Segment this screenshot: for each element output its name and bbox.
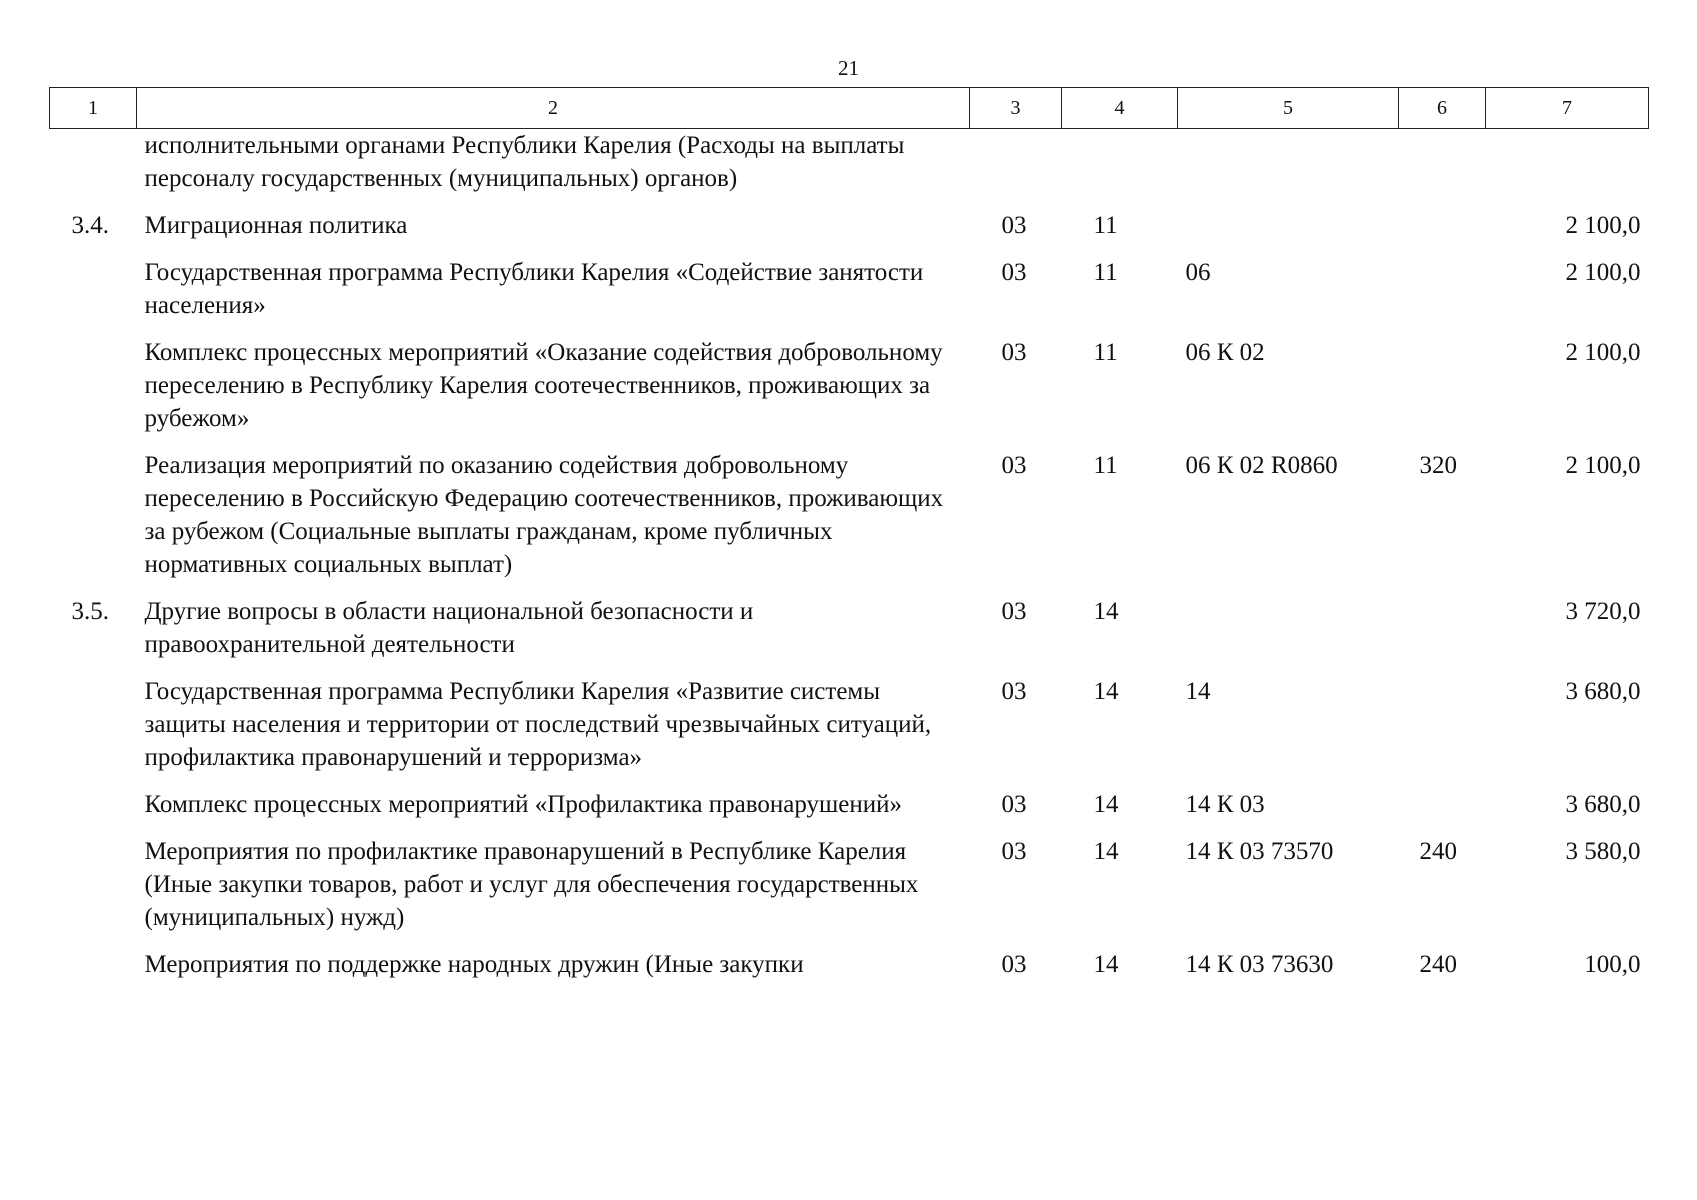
row-description: Реализация мероприятий по оказанию содействия добровольному переселению в Российскую Федерацию соотечественников, проживающих за рубежом (Социальные выплаты гражданам, кроме публичных нормативных социальных выплат)	[144, 452, 944, 578]
row-target-article: 06	[1185, 259, 1211, 286]
row-number	[50, 948, 137, 995]
row-description: Комплекс процессных мероприятий «Оказание содействия добровольному переселению в Республику Карелия соотечественников, проживающих за рубежом»	[144, 339, 943, 432]
column-number-header	[50, 88, 1649, 129]
row-expense-type	[1399, 336, 1486, 449]
row-subsection-code: 14	[1093, 791, 1119, 818]
table-row	[50, 788, 1649, 835]
row-number	[50, 129, 137, 210]
row-subsection-code: 14	[1093, 951, 1119, 978]
table-body	[50, 129, 1649, 996]
row-expense-type	[1399, 256, 1486, 336]
row-target-article: 14 К 03 73630	[1185, 951, 1334, 978]
row-description: Комплекс процессных мероприятий «Профилактика правонарушений»	[144, 791, 902, 818]
row-amount: 2 100,0	[1565, 452, 1641, 479]
row-expense-type	[1399, 129, 1486, 210]
row-section-code: 03	[1001, 259, 1027, 286]
row-section-code: 03	[1001, 452, 1027, 479]
column-header: 2	[137, 88, 970, 129]
row-expense-type	[1399, 788, 1486, 835]
column-header: 7	[1486, 88, 1649, 129]
row-expense-type: 240	[1419, 951, 1457, 978]
row-section-code	[970, 129, 1062, 210]
row-number	[50, 336, 137, 449]
row-target-article: 14 К 03 73570	[1185, 838, 1334, 865]
row-number	[50, 449, 137, 595]
row-section-code: 03	[1001, 838, 1027, 865]
row-description: Миграционная политика	[144, 212, 408, 239]
row-target-article	[1178, 595, 1399, 675]
row-description: исполнительными органами Республики Карелия (Расходы на выплаты персоналу государственных (муниципальных) органов)	[144, 132, 905, 192]
table-row	[50, 129, 1649, 210]
row-target-article	[1178, 129, 1399, 210]
row-target-article	[1178, 209, 1399, 256]
row-number	[50, 675, 137, 788]
row-amount: 3 580,0	[1565, 838, 1641, 865]
row-number	[50, 256, 137, 336]
row-amount: 3 680,0	[1565, 678, 1641, 705]
row-target-article: 06 К 02	[1185, 339, 1265, 366]
column-header: 6	[1399, 88, 1486, 129]
row-expense-type: 240	[1419, 838, 1457, 865]
table-row	[50, 835, 1649, 948]
row-expense-type: 320	[1419, 452, 1457, 479]
row-expense-type	[1399, 675, 1486, 788]
table-row	[50, 256, 1649, 336]
row-target-article: 14	[1185, 678, 1211, 705]
table-row	[50, 449, 1649, 595]
row-number	[50, 835, 137, 948]
row-expense-type	[1399, 209, 1486, 256]
column-header: 5	[1178, 88, 1399, 129]
row-subsection-code: 14	[1093, 598, 1119, 625]
row-expense-type	[1399, 595, 1486, 675]
row-subsection-code: 11	[1093, 212, 1118, 239]
row-number: 3.5.	[71, 598, 109, 625]
row-subsection-code: 11	[1093, 452, 1118, 479]
row-section-code: 03	[1001, 339, 1027, 366]
row-amount: 2 100,0	[1565, 339, 1641, 366]
page-number: 21	[838, 56, 859, 80]
row-amount: 2 100,0	[1565, 259, 1641, 286]
row-section-code: 03	[1001, 212, 1027, 239]
row-number	[50, 788, 137, 835]
row-amount: 3 680,0	[1565, 791, 1641, 818]
row-description: Мероприятия по поддержке народных дружин (Иные закупки	[144, 951, 804, 978]
row-subsection-code: 14	[1093, 838, 1119, 865]
table-row	[50, 336, 1649, 449]
row-amount: 2 100,0	[1565, 212, 1641, 239]
row-description: Мероприятия по профилактике правонарушений в Республике Карелия (Иные закупки товаров, работ и услуг для обеспечения государственных (муниципальных) нужд)	[144, 838, 919, 931]
row-target-article: 06 К 02 R0860	[1185, 452, 1338, 479]
row-number: 3.4.	[71, 212, 109, 239]
column-header: 4	[1062, 88, 1178, 129]
row-subsection-code: 14	[1093, 678, 1119, 705]
row-section-code: 03	[1001, 951, 1027, 978]
row-description: Другие вопросы в области национальной безопасности и правоохранительной деятельности	[144, 598, 754, 658]
row-section-code: 03	[1001, 791, 1027, 818]
table-row	[50, 675, 1649, 788]
row-amount	[1486, 129, 1649, 210]
table-row	[50, 948, 1649, 995]
row-target-article: 14 К 03	[1185, 791, 1265, 818]
budget-table	[49, 87, 1649, 995]
row-section-code: 03	[1001, 678, 1027, 705]
row-amount: 3 720,0	[1565, 598, 1641, 625]
column-header: 1	[50, 88, 137, 129]
row-description: Государственная программа Республики Карелия «Развитие системы защиты населения и территории от последствий чрезвычайных ситуаций, профилактика правонарушений и терроризма»	[144, 678, 932, 771]
column-header: 3	[970, 88, 1062, 129]
row-section-code: 03	[1001, 598, 1027, 625]
row-amount: 100,0	[1584, 951, 1641, 978]
row-subsection-code	[1062, 129, 1178, 210]
table-row	[50, 595, 1649, 675]
row-subsection-code: 11	[1093, 339, 1118, 366]
row-description: Государственная программа Республики Карелия «Содействие занятости населения»	[144, 259, 924, 319]
row-subsection-code: 11	[1093, 259, 1118, 286]
table-row	[50, 209, 1649, 256]
